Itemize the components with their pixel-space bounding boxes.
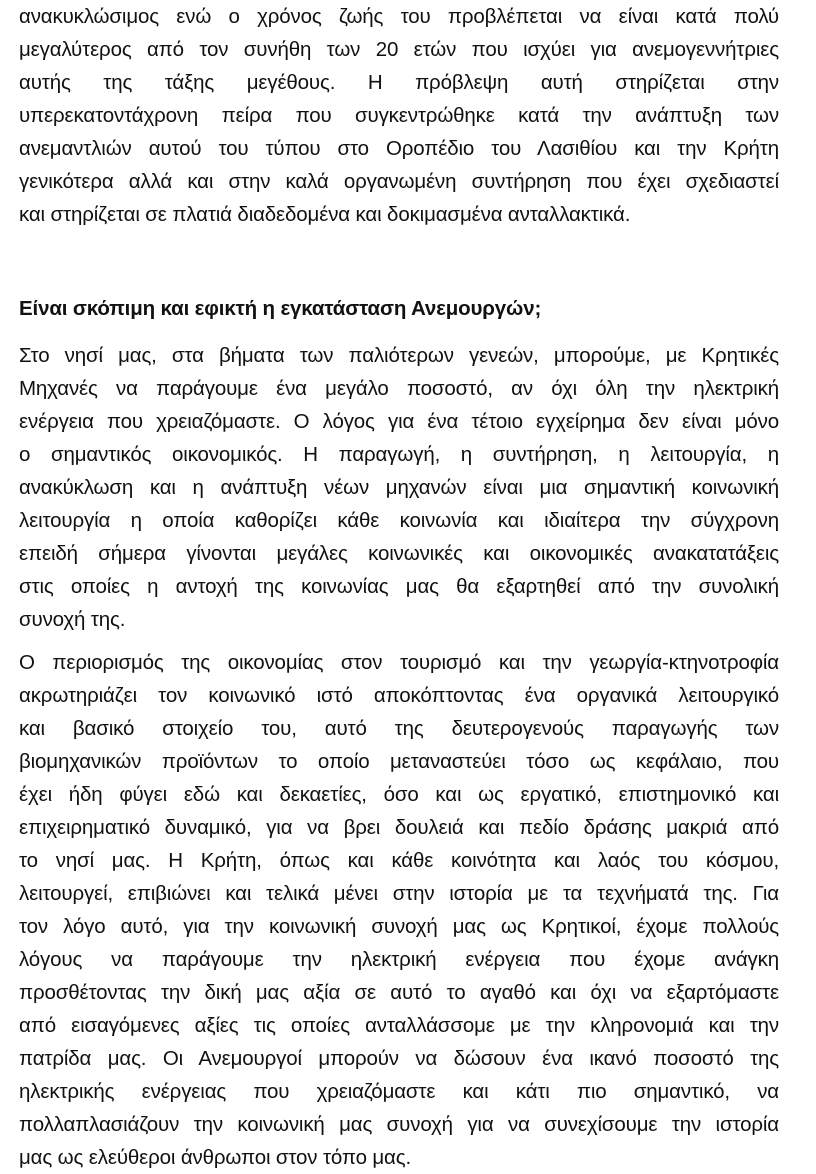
- text-line: μας ως ελεύθεροι άνθρωποι στον τόπο μας.: [19, 1146, 411, 1169]
- text-line: τον λόγο αυτό, για την κοινωνική συνοχή μας ως Κρητικοί, έχομε πολλούς: [19, 915, 779, 938]
- text-line: και βασικό στοιχείο του, αυτό της δευτερογενούς παραγωγής των: [19, 717, 779, 740]
- text-line: το νησί μας. Η Κρήτη, όπως και κάθε κοινότητα και λαός του κόσμου,: [19, 849, 779, 872]
- paragraph-1: [19, 0, 779, 231]
- text-line: βιομηχανικών προϊόντων το οποίο μεταναστεύει τόσο ως κεφάλαιο, που: [19, 750, 779, 773]
- text-line: υπερεκατοντάχρονη πείρα που συγκεντρώθηκε κατά την ανάπτυξη των: [19, 104, 779, 127]
- text-line: επειδή σήμερα γίνονται μεγάλες κοινωνικές και οικονομικές ανακατατάξεις: [19, 542, 779, 565]
- text-line: αυτής της τάξης μεγέθους. Η πρόβλεψη αυτή στηρίζεται στην: [19, 71, 779, 94]
- text-line: επιχειρηματικό δυναμικό, για να βρει δουλειά και πεδίο δράσης μακριά από: [19, 816, 779, 839]
- text-line: Μηχανές να παράγουμε ένα μεγάλο ποσοστό, αν όχι όλη την ηλεκτρική: [19, 377, 779, 400]
- text-line: λειτουργία η οποία καθορίζει κάθε κοινωνία και ιδιαίτερα την σύγχρονη: [19, 509, 779, 532]
- text-line: πατρίδα μας. Οι Ανεμουργοί μπορούν να δώσουν ένα ικανό ποσοστό της: [19, 1047, 779, 1070]
- text-line: ανεμαντλιών αυτού του τύπου στο Οροπέδιο του Λασιθίου και την Κρήτη: [19, 137, 779, 160]
- text-line: πολλαπλασιάζουν την κοινωνική μας συνοχή για να συνεχίσουμε την ιστορία: [19, 1113, 779, 1136]
- text-line: Στο νησί μας, στα βήματα των παλιότερων γενεών, μπορούμε, με Κρητικές: [19, 344, 779, 367]
- section-heading: [19, 292, 779, 325]
- text-line: ο σημαντικός οικονομικός. Η παραγωγή, η συντήρηση, η λειτουργία, η: [19, 443, 779, 466]
- text-line: ενέργεια που χρειαζόμαστε. Ο λόγος για ένα τέτοιο εγχείρημα δεν είναι μόνο: [19, 410, 779, 433]
- text-line: ανακύκλωση και η ανάπτυξη νέων μηχανών είναι μια σημαντική κοινωνική: [19, 476, 779, 499]
- paragraph-2: [19, 339, 779, 636]
- text-line: ακρωτηριάζει τον κοινωνικό ιστό αποκόπτοντας ένα οργανικά λειτουργικό: [19, 684, 779, 707]
- text-line: προσθέτοντας την δική μας αξία σε αυτό το αγαθό και όχι να εξαρτόμαστε: [19, 981, 779, 1004]
- text-line: λόγους να παράγουμε την ηλεκτρική ενέργεια που έχομε ανάγκη: [19, 948, 779, 971]
- text-line: γενικότερα αλλά και στην καλά οργανωμένη συντήρηση που έχει σχεδιαστεί: [19, 170, 779, 193]
- text-line: Ο περιορισμός της οικονομίας στον τουρισμό και την γεωργία-κτηνοτροφία: [19, 651, 779, 674]
- text-line: ηλεκτρικής ενέργειας που χρειαζόμαστε και κάτι πιο σημαντικό, να: [19, 1080, 779, 1103]
- text-line: και στηρίζεται σε πλατιά διαδεδομένα και δοκιμασμένα ανταλλακτικά.: [19, 203, 631, 226]
- text-line: λειτουργεί, επιβιώνει και τελικά μένει στην ιστορία με τα τεχνήματά της. Για: [19, 882, 779, 905]
- heading-text: Είναι σκόπιμη και εφικτή η εγκατάσταση Ανεμουργών;: [19, 297, 542, 320]
- paragraph-3: [19, 646, 779, 1174]
- text-line: μεγαλύτερος από τον συνήθη των 20 ετών που ισχύει για ανεμογεννήτριες: [19, 38, 779, 61]
- text-line: στις οποίες η αντοχή της κοινωνίας μας θα εξαρτηθεί από την συνολική: [19, 575, 779, 598]
- text-line: έχει ήδη φύγει εδώ και δεκαετίες, όσο και ως εργατικό, επιστημονικό και: [19, 783, 779, 806]
- text-line: συνοχή της.: [19, 608, 126, 631]
- text-line: από εισαγόμενες αξίες τις οποίες ανταλλάσσομε με την κληρονομιά και την: [19, 1014, 779, 1037]
- text-line: ανακυκλώσιμος ενώ ο χρόνος ζωής του προβλέπεται να είναι κατά πολύ: [19, 5, 779, 28]
